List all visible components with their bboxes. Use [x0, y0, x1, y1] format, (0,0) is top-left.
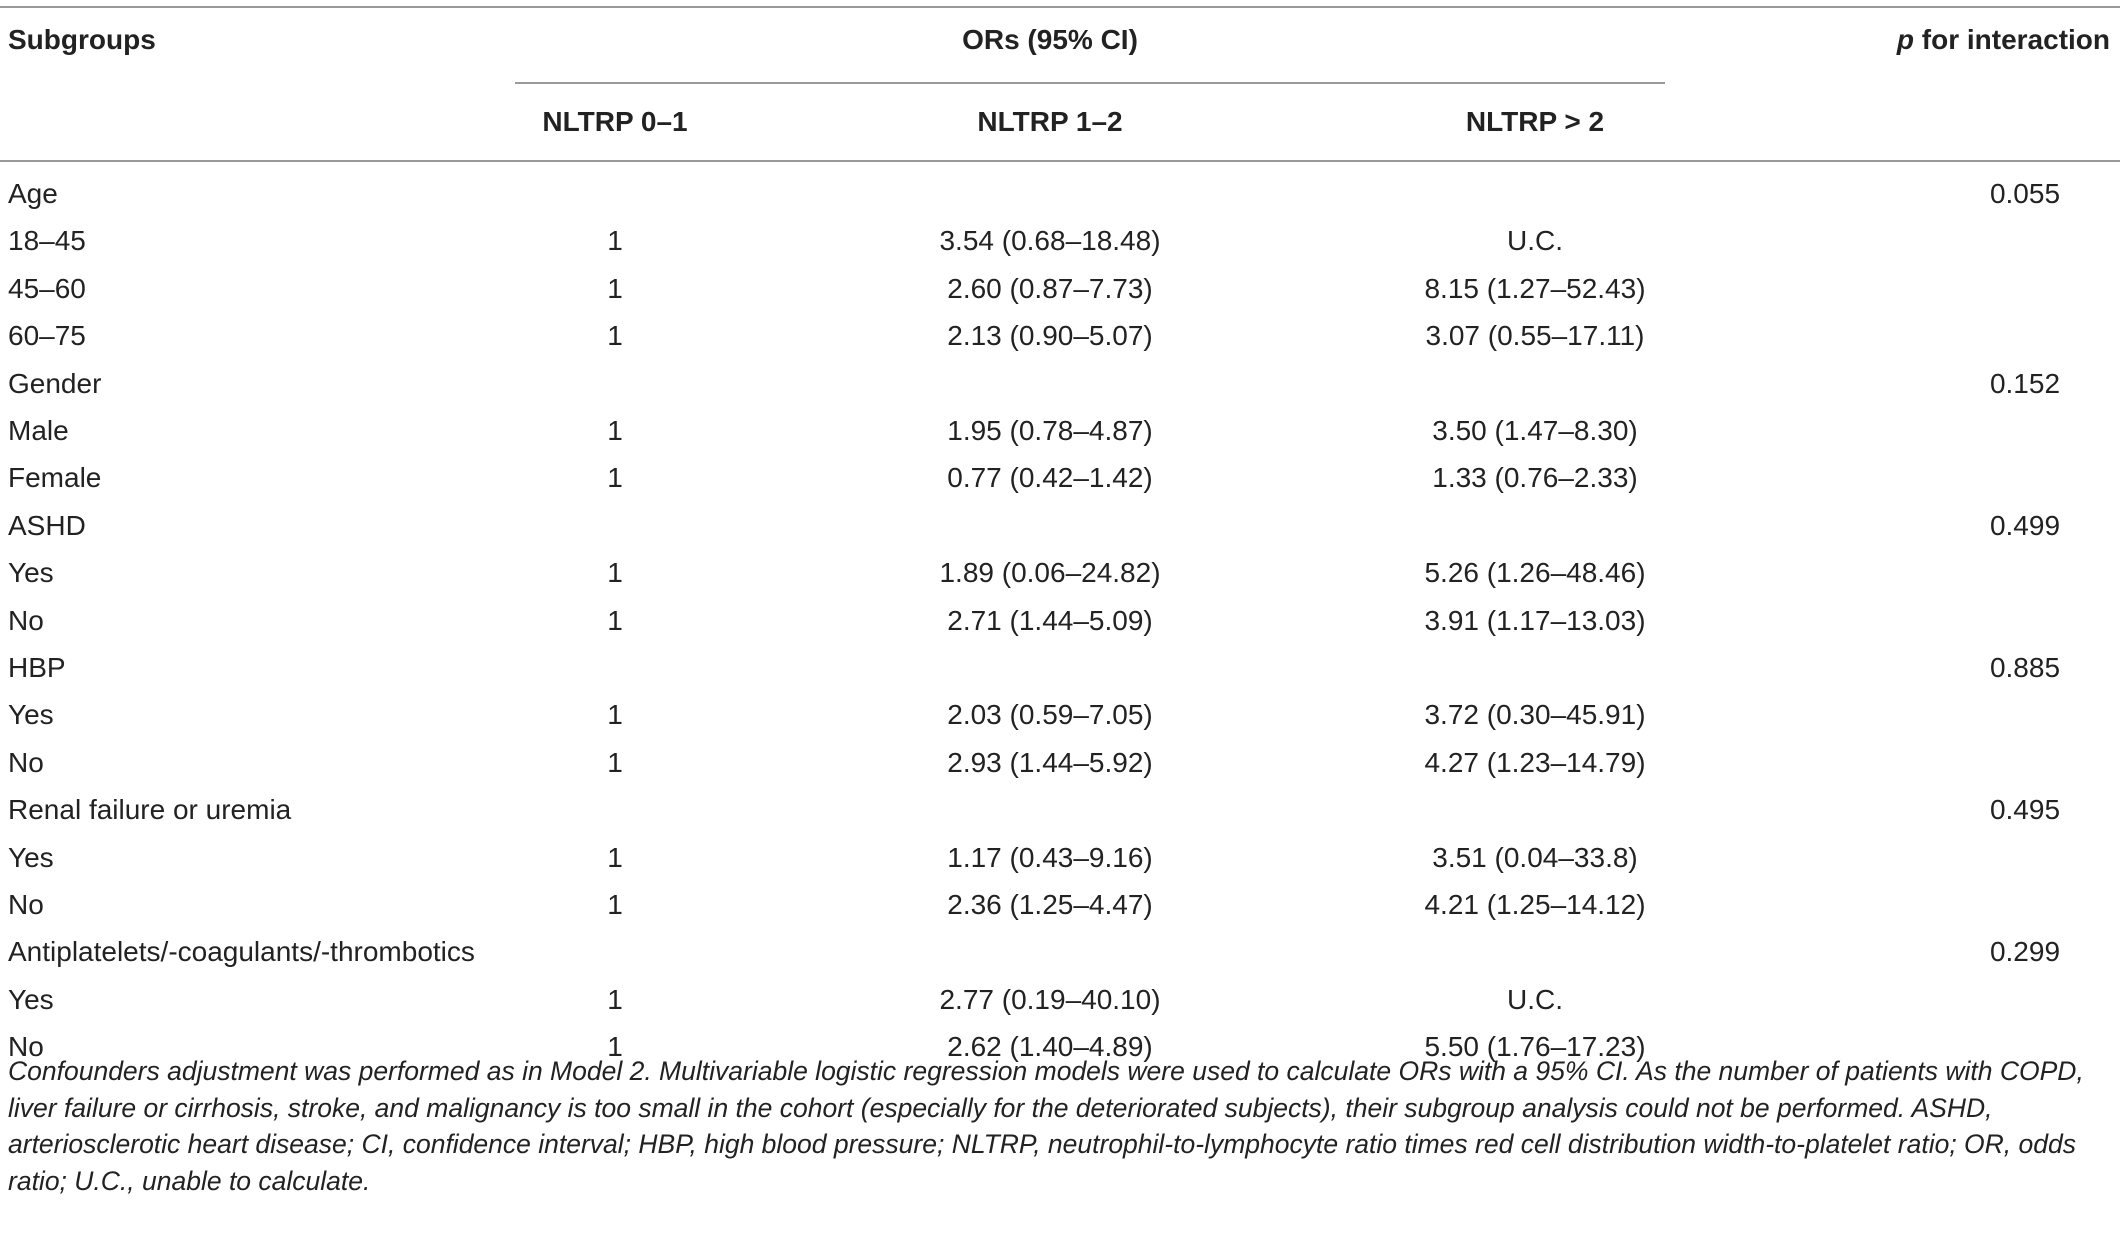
- cell-nltrp-gt-2: 4.27 (1.23–14.79): [1424, 747, 1646, 778]
- col-nltrp-0-1-header: NLTRP 0–1: [542, 106, 688, 137]
- p-interaction-header: [1860, 23, 2120, 57]
- p-symbol: p: [1896, 24, 1914, 55]
- header-bottom-rule: [0, 160, 2120, 162]
- cell-nltrp-0-1: 1: [607, 889, 623, 920]
- cell-nltrp-gt-2: 4.21 (1.25–14.12): [1424, 889, 1646, 920]
- top-rule: [0, 6, 2120, 8]
- cell-nltrp-0-1: 1: [607, 225, 623, 256]
- cell-p-interaction: 0.055: [1989, 178, 2061, 209]
- cell-nltrp-1-2: 2.03 (0.59–7.05): [947, 699, 1153, 730]
- table-footnote: Confounders adjustment was performed as in Model 2. Multivariable logistic regression models were used to calculate ORs with a 95% CI. As the number of patients with COPD, liver failure or cirrhosis, stroke, and malignancy is too small in the cohort (especially for the deteriorated subjects), their subgroup analysis could not be performed. ASHD, arteriosclerotic heart disease; CI, confidence interval; HBP, high blood pressure; NLTRP, neutrophil-to-lymphocyte ratio times red cell distribution width-to-platelet ratio; OR, odds ratio; U.C., unable to calculate.: [8, 1056, 2084, 1196]
- cell-nltrp-1-2: 1.89 (0.06–24.82): [939, 557, 1161, 588]
- cell-nltrp-gt-2: U.C.: [1507, 984, 1563, 1015]
- cell-nltrp-0-1: 1: [607, 1031, 623, 1062]
- cell-nltrp-1-2: 1.95 (0.78–4.87): [947, 415, 1153, 446]
- cell-nltrp-1-2: 2.60 (0.87–7.73): [947, 273, 1153, 304]
- cell-nltrp-0-1: 1: [607, 842, 623, 873]
- row-label: 45–60: [8, 273, 86, 304]
- cell-nltrp-0-1: 1: [607, 605, 623, 636]
- cell-nltrp-1-2: 2.36 (1.25–4.47): [947, 889, 1153, 920]
- row-label: No: [8, 747, 44, 778]
- cell-nltrp-1-2: 3.54 (0.68–18.48): [939, 225, 1161, 256]
- cell-nltrp-1-2: 2.13 (0.90–5.07): [947, 320, 1153, 351]
- row-label: Male: [8, 415, 69, 446]
- cell-nltrp-1-2: 2.93 (1.44–5.92): [947, 747, 1153, 778]
- cell-nltrp-1-2: 2.62 (1.40–4.89): [947, 1031, 1153, 1062]
- cell-p-interaction: 0.885: [1989, 652, 2061, 683]
- row-label: ASHD: [8, 510, 86, 541]
- cell-p-interaction: 0.499: [1989, 510, 2061, 541]
- row-label: No: [8, 605, 44, 636]
- cell-nltrp-1-2: 1.17 (0.43–9.16): [947, 842, 1153, 873]
- row-label: Age: [8, 178, 58, 209]
- cell-p-interaction: 0.495: [1989, 794, 2061, 825]
- row-label: 60–75: [8, 320, 86, 351]
- p-interaction-text: for interaction: [1913, 24, 2110, 55]
- cell-nltrp-0-1: 1: [607, 747, 623, 778]
- row-label: Yes: [8, 842, 54, 873]
- col-nltrp-1-2-header: NLTRP 1–2: [977, 106, 1123, 137]
- cell-nltrp-0-1: 1: [607, 415, 623, 446]
- cell-nltrp-1-2: 2.71 (1.44–5.09): [947, 605, 1153, 636]
- cell-nltrp-0-1: 1: [607, 984, 623, 1015]
- ors-span-rule: [515, 82, 1665, 84]
- row-label: Female: [8, 462, 102, 493]
- cell-nltrp-1-2: 0.77 (0.42–1.42): [947, 462, 1153, 493]
- cell-nltrp-gt-2: 3.72 (0.30–45.91): [1424, 699, 1646, 730]
- cell-nltrp-gt-2: 3.50 (1.47–8.30): [1432, 415, 1638, 446]
- cell-nltrp-gt-2: 3.07 (0.55–17.11): [1425, 320, 1645, 351]
- row-label: Antiplatelets/-coagulants/-thrombotics: [8, 936, 475, 967]
- cell-nltrp-gt-2: U.C.: [1507, 225, 1563, 256]
- row-label: No: [8, 889, 44, 920]
- cell-nltrp-0-1: 1: [607, 557, 623, 588]
- cell-p-interaction: 0.152: [1989, 368, 2061, 399]
- col-nltrp-gt-2-header: NLTRP > 2: [1465, 106, 1605, 137]
- cell-nltrp-1-2: 2.77 (0.19–40.10): [939, 984, 1161, 1015]
- row-label: No: [8, 1031, 44, 1062]
- cell-nltrp-gt-2: 8.15 (1.27–52.43): [1424, 273, 1646, 304]
- cell-nltrp-0-1: 1: [607, 462, 623, 493]
- cell-nltrp-0-1: 1: [607, 699, 623, 730]
- row-label: Yes: [8, 699, 54, 730]
- cell-nltrp-gt-2: 5.26 (1.26–48.46): [1424, 557, 1646, 588]
- row-label: Yes: [8, 557, 54, 588]
- ors-header: ORs (95% CI): [962, 24, 1138, 55]
- cell-nltrp-gt-2: 3.51 (0.04–33.8): [1432, 842, 1638, 873]
- row-label: Gender: [8, 368, 102, 399]
- cell-nltrp-gt-2: 3.91 (1.17–13.03): [1424, 605, 1646, 636]
- row-label: Yes: [8, 984, 54, 1015]
- cell-nltrp-gt-2: 1.33 (0.76–2.33): [1432, 462, 1638, 493]
- row-label: Renal failure or uremia: [8, 794, 292, 825]
- row-label: HBP: [8, 652, 66, 683]
- cell-nltrp-0-1: 1: [607, 320, 623, 351]
- cell-p-interaction: 0.299: [1989, 936, 2061, 967]
- cell-nltrp-0-1: 1: [607, 273, 623, 304]
- row-label: 18–45: [8, 225, 86, 256]
- cell-nltrp-gt-2: 5.50 (1.76–17.23): [1424, 1031, 1646, 1062]
- subgroups-header: Subgroups: [8, 24, 156, 55]
